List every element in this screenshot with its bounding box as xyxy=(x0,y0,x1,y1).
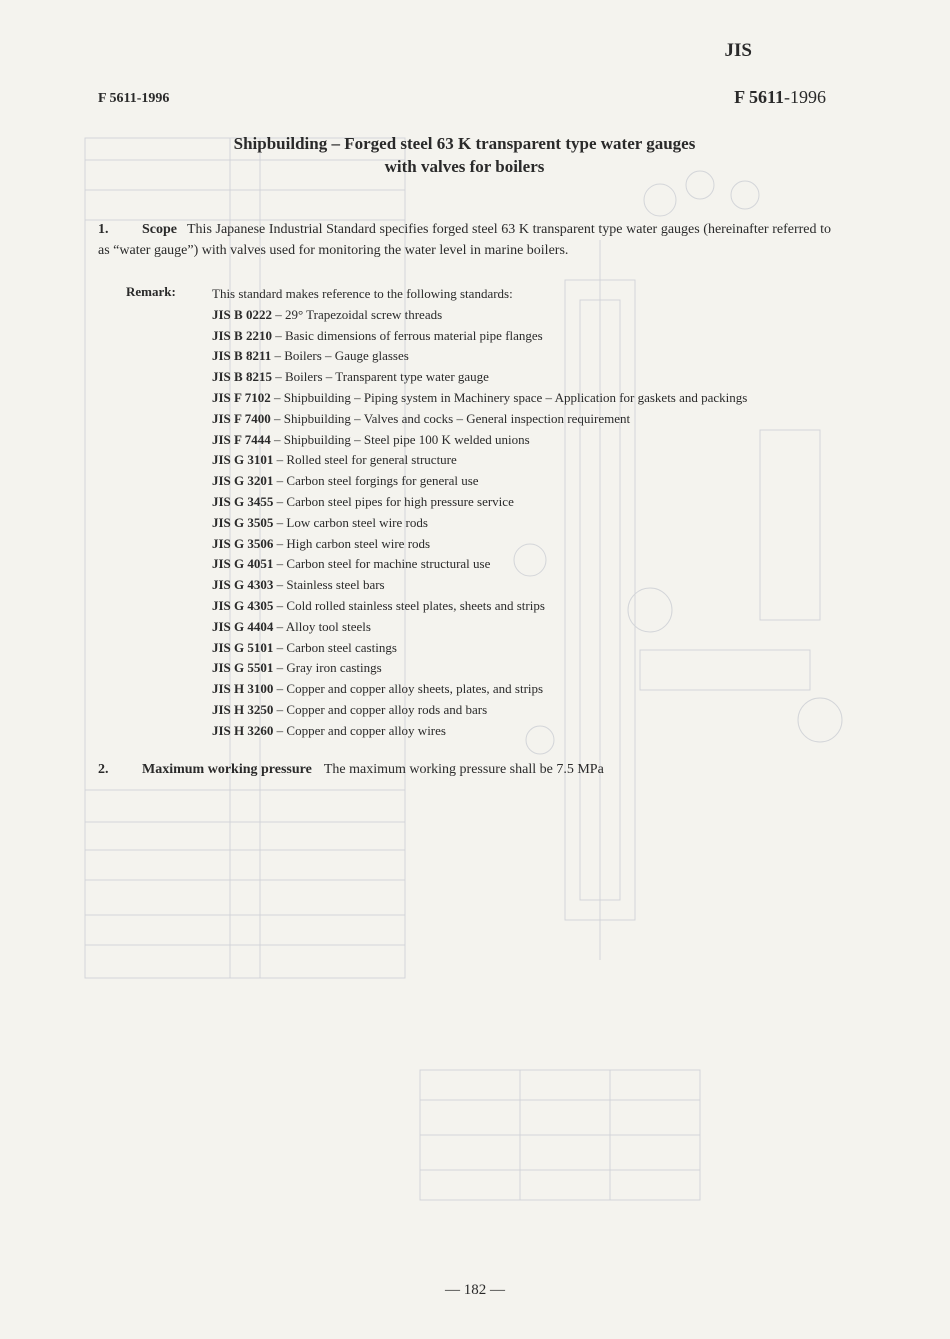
remark-label: Remark: xyxy=(126,284,176,299)
standard-code-right xyxy=(734,87,826,108)
reference-item: JIS G 3505 – Low carbon steel wire rods xyxy=(212,514,428,530)
section-number: 2. xyxy=(98,762,109,777)
reference-item: JIS G 4305 – Cold rolled stainless steel plates, sheets and strips xyxy=(212,597,545,613)
reference-item: JIS G 4051 – Carbon steel for machine structural use xyxy=(212,556,491,572)
reference-item: JIS F 7444 – Shipbuilding – Steel pipe 100 K welded unions xyxy=(212,431,530,447)
reference-code: JIS G 5101 xyxy=(212,639,274,655)
reference-item: JIS G 3101 – Rolled steel for general structure xyxy=(212,452,457,468)
reference-title: Basic dimensions of ferrous material pipe flanges xyxy=(284,327,543,343)
reference-item: JIS B 0222 – 29° Trapezoidal screw threads xyxy=(212,306,443,322)
reference-item: JIS G 5501 – Gray iron castings xyxy=(212,660,382,676)
reference-item: JIS B 8215 – Boilers – Transparent type water gauge xyxy=(212,369,489,385)
reference-title: Shipbuilding – Valves and cocks – General inspection requirement xyxy=(283,410,631,426)
reference-item: JIS H 3250 – Copper and copper alloy rods and bars xyxy=(212,701,488,717)
standard-code-left: F 5611-1996 xyxy=(98,91,170,106)
reference-title: Carbon steel castings xyxy=(286,639,397,655)
remark-intro: This standard makes reference to the following standards: xyxy=(212,286,513,301)
reference-item: JIS G 3506 – High carbon steel wire rods xyxy=(212,535,431,551)
reference-item: JIS G 4404 – Alloy tool steels xyxy=(212,618,371,634)
section-number: 1. xyxy=(98,222,109,237)
reference-title: Copper and copper alloy wires xyxy=(286,722,446,738)
standard-code-right-bold: F 5611 xyxy=(734,87,784,107)
reference-code: JIS G 4305 xyxy=(212,597,274,613)
reference-code: JIS G 4404 xyxy=(212,618,274,634)
reference-item: JIS B 2210 – Basic dimensions of ferrous material pipe flanges xyxy=(212,327,543,343)
reference-code: JIS B 2210 xyxy=(212,327,272,343)
reference-title: Gray iron castings xyxy=(286,660,382,676)
reference-code: JIS G 4051 xyxy=(212,556,274,572)
reference-item: JIS G 4303 – Stainless steel bars xyxy=(212,577,385,593)
reference-code: JIS B 8211 xyxy=(212,348,272,364)
reference-item: JIS B 8211 – Boilers – Gauge glasses xyxy=(212,348,409,364)
reference-code: JIS H 3250 xyxy=(212,701,274,717)
title-line-1: Shipbuilding – Forged steel 63 K transparent type water gauges xyxy=(233,134,696,153)
reference-code: JIS G 3505 xyxy=(212,514,274,530)
reference-code: JIS B 0222 xyxy=(212,306,272,322)
section-heading: Maximum working pressure xyxy=(142,762,312,777)
reference-code: JIS F 7444 xyxy=(212,431,271,447)
reference-title: Carbon steel for machine structural use xyxy=(286,556,491,572)
reference-code: JIS G 3201 xyxy=(212,473,274,489)
reference-item: JIS F 7400 – Shipbuilding – Valves and cocks – General inspection requirement xyxy=(212,410,631,426)
reference-title: Boilers – Gauge glasses xyxy=(284,348,409,364)
reference-item: JIS G 3201 – Carbon steel forgings for general use xyxy=(212,473,479,489)
reference-item: JIS G 3455 – Carbon steel pipes for high pressure service xyxy=(212,493,514,509)
section-scope xyxy=(98,219,831,261)
reference-code: JIS F 7102 xyxy=(212,389,271,405)
section-text: This Japanese Industrial Standard specifies forged steel 63 K transparent type water gauges (hereinafter referred to as “water gauge”) with valves used for monitoring the water level in marine boilers. xyxy=(98,222,831,258)
reference-item: JIS H 3260 – Copper and copper alloy wires xyxy=(212,722,446,738)
reference-code: JIS G 3455 xyxy=(212,493,274,509)
reference-title: High carbon steel wire rods xyxy=(286,535,431,551)
reference-code: JIS H 3100 xyxy=(212,681,274,697)
reference-code: JIS G 4303 xyxy=(212,577,274,593)
reference-code: JIS H 3260 xyxy=(212,722,274,738)
page-number: — 182 — xyxy=(445,1282,505,1298)
reference-title: Copper and copper alloy sheets, plates, and strips xyxy=(286,681,544,697)
section-max-working-pressure xyxy=(98,762,604,778)
reference-code: JIS B 8215 xyxy=(212,369,272,385)
reference-item: JIS F 7102 – Shipbuilding – Piping system in Machinery space – Application for gaskets and packings xyxy=(212,389,748,405)
reference-title: Stainless steel bars xyxy=(286,577,385,593)
reference-code: JIS G 3506 xyxy=(212,535,274,551)
title-line-2: with valves for boilers xyxy=(384,157,545,176)
reference-title: 29° Trapezoidal screw threads xyxy=(284,306,443,322)
reference-code: JIS F 7400 xyxy=(212,410,271,426)
reference-list xyxy=(212,284,852,742)
reference-title: Shipbuilding – Steel pipe 100 K welded unions xyxy=(283,431,530,447)
reference-title: Copper and copper alloy rods and bars xyxy=(286,701,488,717)
reference-item: JIS G 5101 – Carbon steel castings xyxy=(212,639,397,655)
reference-title: Low carbon steel wire rods xyxy=(286,514,428,530)
reference-title: Rolled steel for general structure xyxy=(286,452,457,468)
jis-mark: JIS xyxy=(724,40,752,61)
reference-code: JIS G 3101 xyxy=(212,452,274,468)
document-title xyxy=(98,132,831,178)
standard-code-right-year: -1996 xyxy=(784,87,826,107)
section-text: The maximum working pressure shall be 7.5 MPa xyxy=(323,762,604,777)
reference-code: JIS G 5501 xyxy=(212,660,274,676)
reference-title: Shipbuilding – Piping system in Machinery space – Application for gaskets and packings xyxy=(283,389,748,405)
reference-title: Boilers – Transparent type water gauge xyxy=(284,369,489,385)
reference-title: Cold rolled stainless steel plates, sheets and strips xyxy=(286,597,545,613)
reference-title: Alloy tool steels xyxy=(285,618,371,634)
reference-item: JIS H 3100 – Copper and copper alloy sheets, plates, and strips xyxy=(212,681,544,697)
reference-title: Carbon steel pipes for high pressure service xyxy=(286,493,514,509)
section-heading: Scope xyxy=(142,222,177,237)
reference-title: Carbon steel forgings for general use xyxy=(286,473,479,489)
